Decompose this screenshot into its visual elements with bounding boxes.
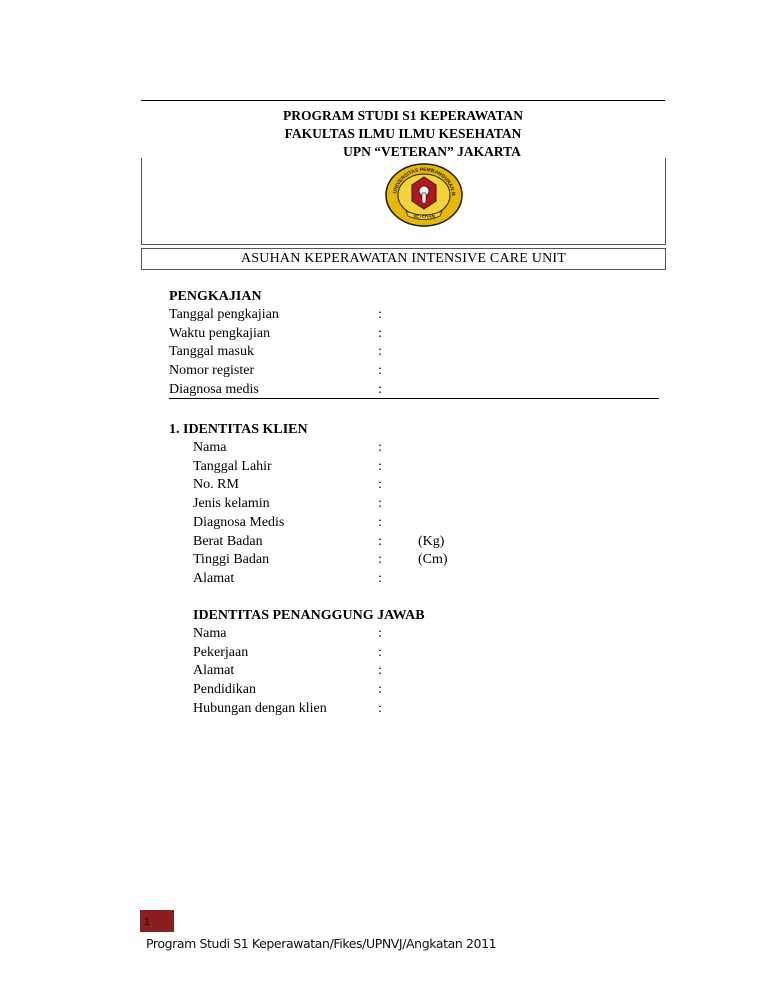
field-label: Diagnosa medis — [169, 381, 259, 397]
form-row — [169, 381, 589, 399]
form-row — [169, 362, 589, 380]
field-colon: : — [378, 381, 382, 397]
form-row — [193, 551, 613, 569]
field-colon: : — [378, 344, 382, 360]
form-row — [193, 625, 613, 643]
field-label: Pendidikan — [193, 682, 256, 698]
field-colon: : — [378, 363, 382, 379]
form-row — [193, 662, 613, 680]
penanggung-jawab-heading: IDENTITAS PENANGGUNG JAWAB — [193, 608, 425, 623]
field-label: Tinggi Badan — [193, 552, 270, 568]
field-label: No. RM — [193, 477, 239, 493]
emblem-icon — [384, 163, 464, 227]
field-label: Nama — [193, 626, 227, 641]
form-row — [193, 644, 613, 662]
field-label: Alamat — [193, 570, 235, 586]
page-number: 1 — [140, 910, 174, 932]
footer-text: Program Studi S1 Keperawatan/Fikes/UPNVJ/Angkatan 2011 — [146, 936, 497, 951]
field-colon: : — [378, 663, 382, 679]
field-label: Hubungan dengan klien — [193, 700, 327, 716]
logo-ribbon-text: VETERAN — [413, 213, 435, 219]
form-row — [193, 439, 613, 457]
field-colon: : — [378, 570, 382, 586]
form-row — [193, 570, 613, 588]
field-label: Waktu pengkajian — [169, 325, 271, 341]
pengkajian-heading: PENGKAJIAN — [169, 289, 262, 304]
field-colon: : — [378, 440, 382, 455]
field-colon: : — [378, 533, 382, 549]
identitas-klien-heading: 1. IDENTITAS KLIEN — [169, 422, 308, 437]
field-label: Nama — [193, 440, 227, 455]
field-colon: : — [378, 307, 382, 322]
logo-ring-text: UNIVERSITAS PEMBANGUNAN N — [392, 166, 457, 197]
field-label: Jenis kelamin — [193, 496, 270, 512]
pengkajian-divider — [169, 398, 659, 399]
field-label: Berat Badan — [193, 533, 263, 549]
field-colon: : — [378, 325, 382, 341]
form-row — [193, 700, 613, 718]
form-title: ASUHAN KEPERAWATAN INTENSIVE CARE UNIT — [141, 248, 666, 270]
header-program: PROGRAM STUDI S1 KEPERAWATAN — [283, 108, 523, 123]
form-row — [193, 458, 613, 476]
field-label: Diagnosa Medis — [193, 514, 285, 530]
form-row — [193, 514, 613, 532]
form-row — [193, 495, 613, 513]
field-label: Tanggal masuk — [169, 344, 254, 360]
field-colon: : — [378, 496, 382, 512]
field-label: Tanggal Lahir — [193, 458, 272, 474]
field-unit: (Kg) — [418, 533, 445, 549]
form-row — [193, 533, 613, 551]
field-label: Tanggal pengkajian — [169, 307, 279, 322]
field-label: Pekerjaan — [193, 644, 249, 660]
form-row — [169, 306, 589, 324]
field-unit: (Cm) — [418, 552, 448, 568]
field-colon: : — [378, 514, 382, 530]
form-row — [193, 681, 613, 699]
field-colon: : — [378, 682, 382, 698]
field-label: Nomor register — [169, 363, 255, 379]
field-label: Alamat — [193, 663, 235, 679]
form-row — [169, 343, 589, 361]
field-colon: : — [378, 477, 382, 493]
university-logo — [384, 163, 464, 227]
form-row — [169, 325, 589, 343]
field-colon: : — [378, 552, 382, 568]
header-faculty: FAKULTAS ILMU ILMU KESEHATAN — [284, 126, 522, 141]
field-colon: : — [378, 626, 382, 641]
form-row — [193, 476, 613, 494]
header-top-rule — [141, 100, 665, 101]
field-colon: : — [378, 700, 382, 716]
field-colon: : — [378, 644, 382, 660]
header-university: UPN “VETERAN” JAKARTA — [343, 144, 521, 159]
field-colon: : — [378, 458, 382, 474]
